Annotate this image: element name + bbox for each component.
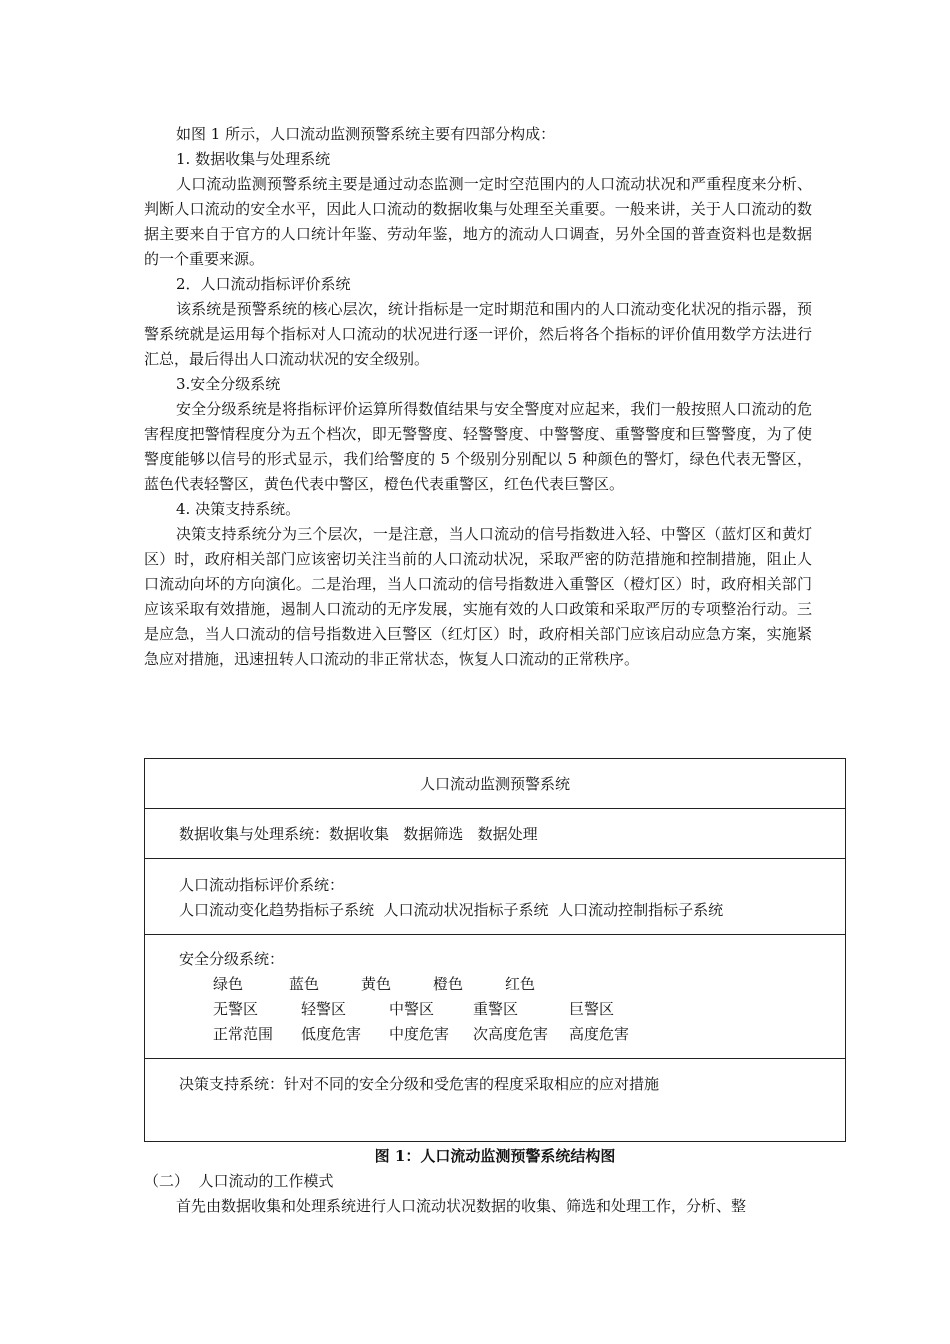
index-evaluation-label: 人口流动指标评价系统：	[179, 876, 345, 894]
data-collection-text: 数据收集与处理系统：数据收集 数据筛选 数据处理	[179, 825, 538, 843]
color-item: 橙色	[433, 975, 464, 993]
section-3-heading: 3.安全分级系统	[176, 375, 281, 393]
section-4-body: 决策支持系统分为三个层次，一是注意，当人口流动的信号指数进入轻、中警区（蓝灯区和黄灯区）时，政府相关部门应该密切关注当前的人口流动状况，采取严密的防范措施和控制措施，阻止人口流动向坏的方向演化。二是治理，当人口流动的信号指数进入重警区（橙灯区）时，政府相关部门应该采取有效措施，遏制人口流动的无序发展，实施有效的人口政策和采取严厉的专项整治行动。三是应急，当人口流动的信号指数进入巨警区（红灯区）时，政府相关部门应该启动应急方案，实施紧急应对措施，迅速扭转人口流动的非正常状态，恢复人口流动的正常秩序。	[144, 525, 812, 668]
subsection-body: 首先由数据收集和处理系统进行人口流动状况数据的收集、筛选和处理工作，分析、整	[176, 1197, 747, 1215]
section-1-heading: 1. 数据收集与处理系统	[176, 150, 331, 168]
figure-caption: 图 1：人口流动监测预警系统结构图	[374, 1147, 616, 1165]
level-list	[179, 1022, 845, 1047]
zone-item: 重警区	[473, 1000, 519, 1018]
index-evaluation-items: 人口流动变化趋势指标子系统 人口流动状况指标子系统 人口流动控制指标子系统	[179, 901, 724, 919]
level-item: 高度危害	[569, 1025, 630, 1043]
section-2-body: 该系统是预警系统的核心层次，统计指标是一定时期范和围内的人口流动变化状况的指示器，预警系统就是运用每个指标对人口流动的状况进行逐一评价，然后将各个指标的评价值用数学方法进行汇总，最后得出人口流动状况的安全级别。	[144, 300, 812, 368]
figure-title: 人口流动监测预警系统	[419, 775, 570, 793]
figure-title-row	[145, 759, 845, 809]
subsection-heading: （二） 人口流动的工作模式	[144, 1172, 334, 1190]
section-4-heading: 4. 决策支持系统。	[176, 500, 301, 518]
section-3-body: 安全分级系统是将指标评价运算所得数值结果与安全警度对应起来，我们一般按照人口流动的危害程度把警情程度分为五个档次，即无警警度、轻警警度、中警警度、重警警度和巨警警度，为了使警度能够以信号的形式显示，我们给警度的 5 个级别分别配以 5 种颜色的警灯，绿色代表无警区，蓝色代表轻警区，黄色代表中警区，橙色代表重警区，红色代表巨警区。	[144, 400, 812, 493]
data-collection-row	[145, 809, 845, 859]
section-1-body: 人口流动监测预警系统主要是通过动态监测一定时空范围内的人口流动状况和严重程度来分析、判断人口流动的安全水平，因此人口流动的数据收集与处理至关重要。一般来讲，关于人口流动的数据主要来自于官方的人口统计年鉴、劳动年鉴，地方的流动人口调查，另外全国的普查资料也是数据的一个重要来源。	[144, 175, 812, 268]
color-item: 蓝色	[289, 975, 320, 993]
following-text	[144, 1169, 812, 1219]
color-item: 红色	[505, 975, 536, 993]
index-evaluation-row	[145, 859, 845, 935]
section-2-heading: 2．人口流动指标评价系统	[176, 275, 351, 293]
color-list	[179, 972, 845, 997]
zone-item: 轻警区	[301, 1000, 347, 1018]
intro-paragraph: 如图 1 所示，人口流动监测预警系统主要有四部分构成：	[176, 125, 556, 143]
decision-support-text: 决策支持系统：针对不同的安全分级和受危害的程度采取相应的应对措施	[179, 1075, 660, 1093]
zone-item: 中警区	[389, 1000, 435, 1018]
zone-item: 无警区	[213, 1000, 259, 1018]
body-text	[144, 122, 812, 672]
color-item: 黄色	[361, 975, 392, 993]
safety-grading-row	[145, 935, 845, 1059]
level-item: 中度危害	[389, 1025, 450, 1043]
level-item: 低度危害	[301, 1025, 362, 1043]
decision-support-row	[145, 1059, 845, 1141]
system-structure-figure	[144, 758, 846, 1142]
level-item: 正常范围	[213, 1025, 274, 1043]
safety-grading-label: 安全分级系统：	[179, 950, 285, 968]
level-item: 次高度危害	[473, 1025, 549, 1043]
zone-item: 巨警区	[569, 1000, 615, 1018]
color-item: 绿色	[213, 975, 244, 993]
zone-list	[179, 997, 845, 1022]
